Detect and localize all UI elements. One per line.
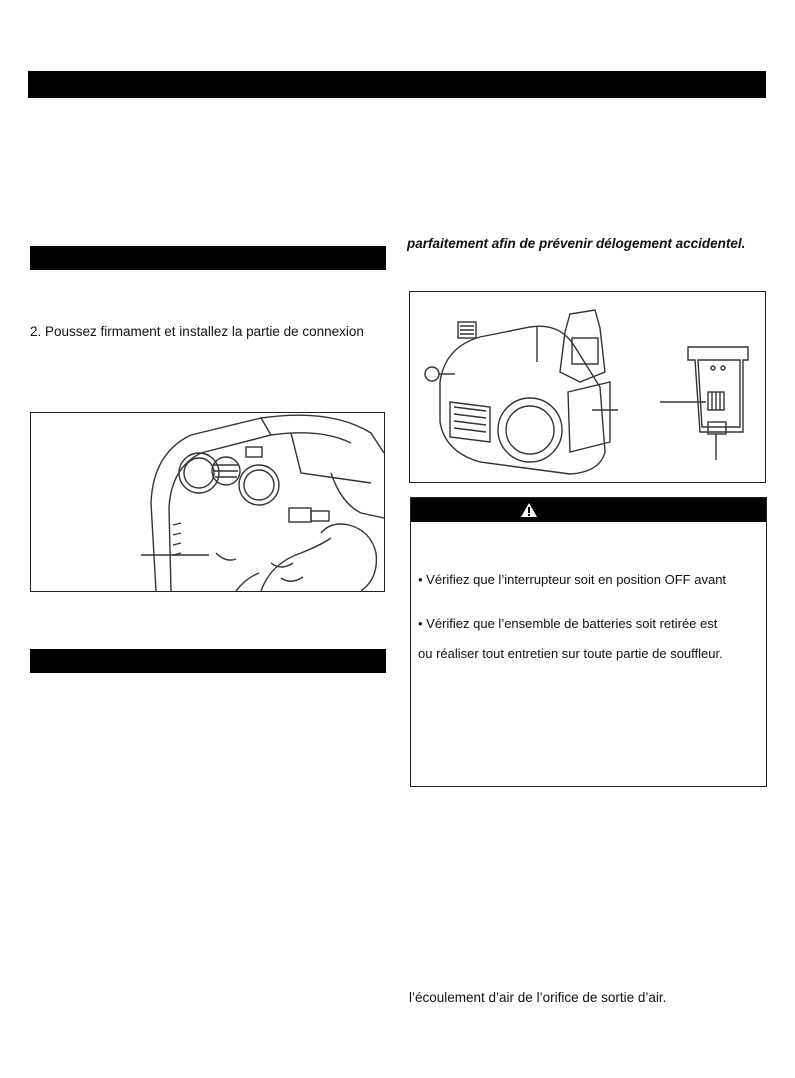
warning-header-bar [411, 498, 766, 522]
top-section-bar [28, 71, 766, 98]
left-section-bar-1 [30, 246, 386, 270]
figure-hose-connection [30, 412, 385, 592]
warning-bullet-1: • Vérifiez que l’interrupteur soit en position OFF avant [418, 572, 727, 587]
figure-battery-install [409, 291, 766, 483]
right-lead-line: parfaitement afin de prévenir délogement accidentel. [407, 236, 746, 251]
warning-bullet-2: • Vérifiez que l’ensemble de batteries soit retirée est [418, 616, 718, 631]
warning-box [410, 497, 767, 787]
step-2-text: 2. Poussez firmament et installez la partie de connexion [30, 324, 364, 339]
bottom-right-line: l’écoulement d’air de l’orifice de sortie d’air. [409, 990, 667, 1005]
left-section-bar-2 [30, 649, 386, 673]
warning-bullet-2-continued: ou réaliser tout entretien sur toute partie de souffleur. [418, 646, 723, 661]
warning-triangle-icon [520, 502, 538, 518]
